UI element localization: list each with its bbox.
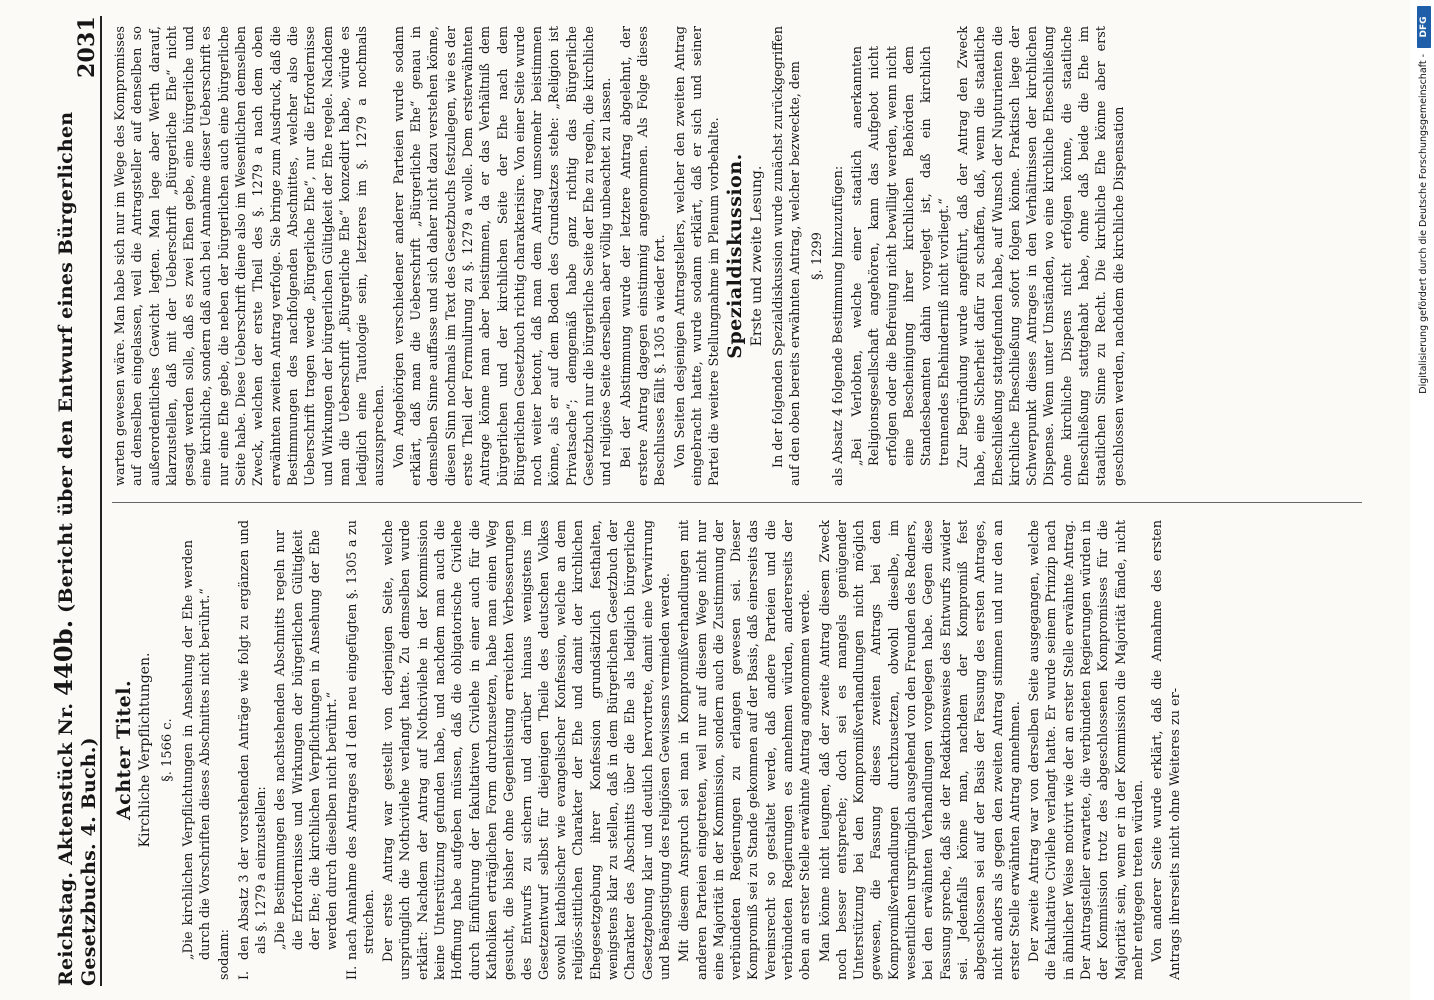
text-paragraph: Von Angehörigen verschiedener anderer Parteien wurde sodann erklärt, daß man die Ueberschrift „Bürgerliche Ehe“ genau in demselben Sinne auffasse und sich daher nicht dazu verstehen könne, diesen Sinn nochmals im Text des Gesetzbuchs festzulegen, wie es der erste Theil der Formulirung zu §. 1279 a wolle. Dem ersterwähnten Antrage könne man aber beistimmen, da er das Verhältniß dem bürgerlichen und der kirchlichen Seite der Ehe nach dem Bürgerlichen Gesetzbuch richtig charakterisire. Von einer Seite wurde noch weiter betont, daß man dem Antrag umsomehr beistimmen könne, als er auf dem Boden des Grundsatzes stehe: „Religion ist Privatsache“; demgemäß habe ganz richtig das Bürgerliche Gesetzbuch nur die bürgerliche Seite der Ehe zu regeln, die kirchliche und religiöse Seite derselben aber völlig unbeachtet zu lassen. [391,26,615,486]
text-paragraph: sodann: [217,929,233,980]
text-paragraph: Mit diesem Anspruch sei man in Kompromißverhandlungen mit anderen Parteien eingetreten, weil nur auf diesem Wege nicht nur eine Majorität in der Kommission, sondern auch die Zustimmung der verbündeten Regierungen zu erlangen gewesen sei. Dieser Kompromiß sei zu Stande gekommen auf der Basis, daß einerseits das Vereinsrecht so gestaltet werde, daß andere Parteien und die verbündeten Regierungen es annehmen würden, andererseits der oben an erster Stelle erwähnte Antrag angenommen werde. [677,520,814,980]
quote-paragraph: „Die kirchlichen Verpflichtungen in Ansehung der Ehe werden durch die Vorschriften dieses Abschnittes nicht berührt.“ [180,540,214,960]
section-heading: Spezialdiskussion. [724,153,747,359]
text-paragraph: Der zweite Antrag war von derselben Seite ausgegangen, welche die fakultative Civilehe verlangt hatte. Er wurde seinem Prinzip nach in ähnlicher Weise motivirt wie der an erster Stelle erwähnte Antrag. Der Antragsteller erwartete, die verbündeten Regierungen würden in der Kommission trotz des abgeschlossenen Kompromisses für die Majorität sein, wenn er in der Kommission die Majorität fände, nicht mehr entgegen treten würden. [1027,520,1146,980]
list-item-number: II. [344,965,360,980]
title-heading: Achter Titel. [113,679,135,821]
section-number: §. 1299 [809,232,825,280]
page-header [49,16,102,986]
list-item [344,520,379,980]
text-paragraph: Der erste Antrag war gestellt von derjenigen Seite, welche ursprünglich die Nothcivilehe verlangt hatte. Zu demselben wurde erklärt: Nachdem der Antrag auf Nothcivilehe in der Kommission keine Unterstützung gefunden habe, und nachdem man auch die Hoffnung habe aufgeben müssen, daß die obligatorische Civilehe durch Einführung der fakultativen Civilehe in einer auch für die Katholiken erträglichen Form durchzusetzen, habe man einen Weg gesucht, die bisher ohne Gegenleistung erreichten Verbesserungen des Entwurfs zu sichern und darüber hinaus wenigstens im Gesetzentwurf selbst für diejenigen Theile des deutschen Volkes sowohl katholischer wie evangelischer Konfession, welche an dem religiös-sittlichen Charakter der Ehe und damit der kirchlichen Ehegesetzgebung ihrer Konfession grundsätzlich festhalten, wenigstens klar zu stellen, daß in dem Bürgerlichen Gesetzbuch der Charakter des Abschnitts über die Ehe als lediglich bürgerliche Gesetzgebung klar und deutlich hervortrete, damit eine Verwirrung und Beängstigung des religiösen Gewissens vermieden werde. [381,520,673,980]
list-item [236,520,271,980]
header-reference [49,78,100,986]
quote-paragraph: „Bei Verlobten, welche einer staatlich anerkannten Religionsgesellschaft angehören, kann das Aufgebot nicht erfolgen oder die Befreiung nicht bewilligt werden, wenn nicht eine Bescheinigung ihrer kirchlichen Behörden dem Standesbeamten dahin vorgelegt ist, daß ein kirchlich trennendes Ehehinderniß nicht vorliegt.“ [850,46,952,466]
text-paragraph: Von Seiten desjenigen Antragstellers, welcher den zweiten Antrag eingebracht hatte, wurde sodann erklärt, daß er sich und seiner Partei die weitere Stellungnahme im Plenum vorbehalte. [672,26,723,486]
section-number: §. 1566 c. [159,718,175,782]
text-paragraph: Man könne nicht leugnen, daß der zweite Antrag diesem Zweck noch besser entspreche; doch sei es mangels genügender Unterstützung bei den Kompromißverhandlungen nicht möglich gewesen, die Fassung dieses zweiten Antrags bei den Kompromißverhandlungen durchzusetzen, obwohl dieselbe, im wesentlichen ursprünglich ausgehend von den Freunden des Redners, bei den erwähnten Verhandlungen vorgelegen habe. Gegen diese Fassung spreche, daß sie der Redaktionsweise des Entwurfs zuwider sei. Jedenfalls könne man, nachdem der Kompromiß fest abgeschlossen sei auf der Basis der Fassung des ersten Antrages, nicht anders als gegen den zweiten Antrag stimmen und nur den an erster Stelle erwähnten Antrag annehmen. [817,520,1023,980]
quote-paragraph: „Die Bestimmungen des nachstehenden Abschnitts regeln nur die Erfordernisse und Wirkungen der bürgerlichen Gültigkeit der Ehe; die kirchlichen Verpflichtungen in Ansehung der Ehe werden durch dieselben nicht berührt.“ [273,530,341,950]
list-item-text: den Absatz 3 der vorstehenden Anträge wie folgt zu ergänzen und als §. 1279 a einzustellen: [236,520,270,960]
text-paragraph: Zur Begründung wurde angeführt, daß der Antrag den Zweck habe, eine Sicherheit dafür zu schaffen, daß, wenn die staatliche Eheschließung stattgefunden habe, auf Wunsch der Nupturienten die kirchliche Eheschließung sofort folgen könne. Praktisch liege der Schwerpunkt dieses Antrages in den Verhältnissen der kirchlichen Dispense. Wenn unter Umständen, wo eine kirchliche Eheschließung ohne kirchliche Dispens nicht erfolgen könne, die staatliche Eheschließung stattgehabt habe, ohne daß beide die Ehe im staatlichen Sinne zu Recht. Die kirchliche Ehe könne aber erst geschlossen werden, nachdem die kirchliche Dispensation [955,26,1127,486]
digitization-credit-bar [1413,0,1434,1000]
page-number: 2031 [74,16,100,79]
text-paragraph: warten gewesen wäre. Man habe sich nur im Wege des Kompromisses auf denselben eingelassen, weil die Antragsteller auf denselben so außerordentliches Gewicht legten. Man lege aber Werth darauf, klarzustellen, daß mit der Ueberschrift „Bürgerliche Ehe“ nicht gesagt werden solle, daß es zwei Ehen gebe, eine bürgerliche und eine kirchliche, sondern daß auch bei Annahme dieser Ueberschrift es nur eine Ehe gebe, die neben der bürgerlichen auch eine bürgerliche Seite habe. Diese Ueberschrift diene also im Wesentlichen demselben Zweck, welchen der erste Theil des §. 1279 a nach dem oben erwähnten zweiten Antrag verfolge. Sie bringe zum Ausdruck, daß die Bestimmungen des nachfolgenden Abschnittes, welcher also die Ueberschrift tragen werde „Bürgerliche Ehe“, nur die Erfordernisse und Wirkungen der bürgerlichen Gültigkeit der Ehe regele. Nachdem man die Ueberschrift „Bürgerliche Ehe“ konzedirt habe, würde es lediglich eine Tautologie sein, letzteres im §. 1279 a nochmals auszusprechen. [113,26,388,486]
dfg-logo: DFG [1417,6,1431,48]
text-paragraph: Von anderer Seite wurde erklärt, daß die Annahme des ersten Antrags ihrerseits nicht ohne Weiteres zu er- [1150,520,1183,980]
text-paragraph: als Absatz 4 folgende Bestimmung hinzuzufügen: [830,165,846,486]
text-paragraph: In der folgenden Spezialdiskussion wurde zunächst zurückgegriffen auf den oben bereits erwähnten Antrag, welcher bezweckte, dem [770,26,804,486]
header-ref-rest: (Bericht über den Entwurf eines Bürgerlichen Gesetzbuchs. 4. Buch.) [55,111,100,986]
credit-text-rotated [1413,0,1434,1000]
list-item-number: I. [236,970,252,980]
credit-text: Digitalisierung gefördert durch die Deutsche Forschungsgemeinschaft - [1418,54,1429,394]
right-column [112,26,1372,486]
column-divider [112,502,1362,503]
list-item-text: nach Annahme des Antrages ad I den neu eingefügten §. 1305 a zu streichen. [344,520,377,960]
subsection-heading: Erste und zweite Lesung. [748,165,765,347]
header-ref-prefix: Reichstag. Aktenstück Nr. [55,702,77,986]
header-ref-number: 440b. [49,619,78,696]
text-paragraph: Bei der Abstimmung wurde der letztere Antrag abgelehnt, der erstere Antrag dagegen einstimmig angenommen. Als Folge dieses Beschlusses fällt §. 1305 a wieder fort. [618,26,669,486]
subtitle-heading: Kirchliche Verpflichtungen. [137,652,154,848]
left-column [112,520,1372,980]
